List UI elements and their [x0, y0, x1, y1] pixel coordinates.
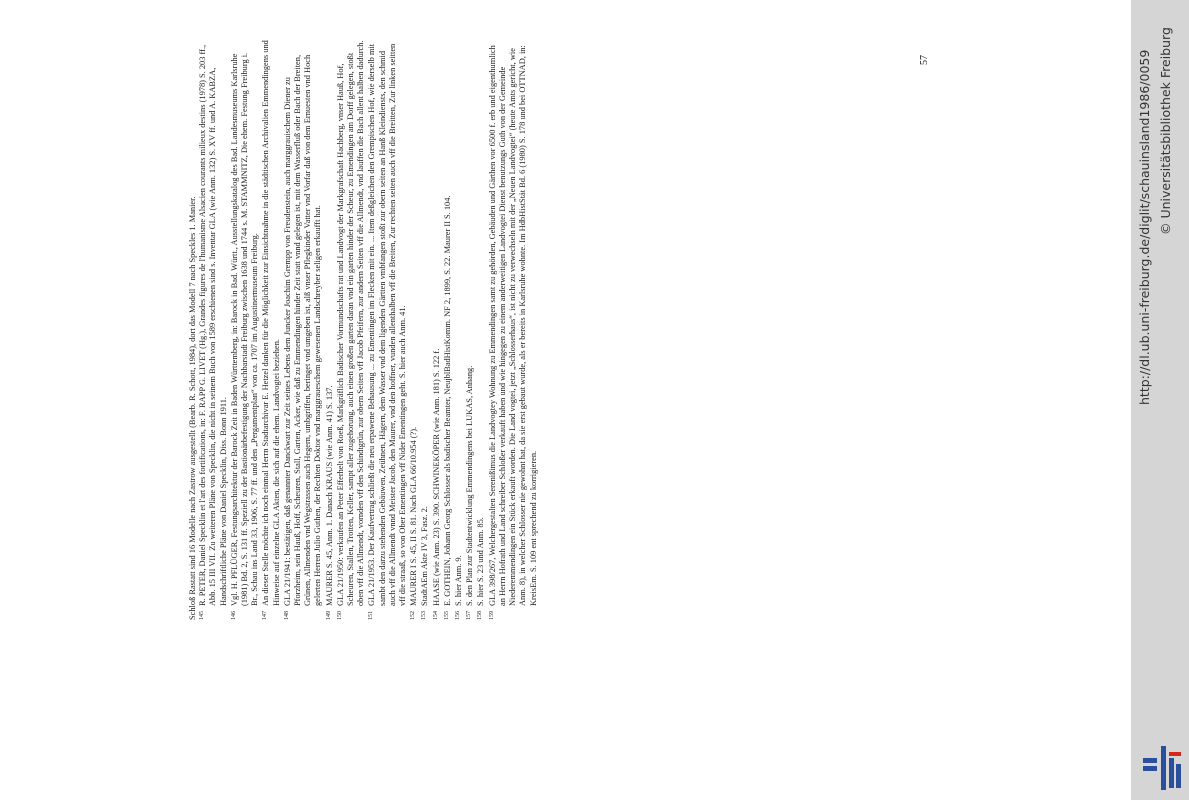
footnotes-list [198, 40, 539, 620]
footnote-text: S. hier Anm. 9. [454, 555, 464, 606]
footnote-154 [432, 40, 442, 620]
footnote-text: E. GOTHEIN, Johann Georg Schlosser als badischer Beamter, NeujblBadHistKomm. NF 2, 1899, S. 22. Maurer II S. 104. [442, 195, 452, 606]
footnote-number: 145 [199, 611, 206, 620]
footnote-number: 159 [488, 611, 495, 620]
footnote-number: 156 [455, 611, 462, 620]
sidebar-copyright: © Universitätsbibliothek Freiburg [1158, 27, 1173, 235]
footnote-150 [336, 40, 367, 620]
footnote-text: GLA 21/1941: bestätigen, daß genannter Danckwart zur Zeit seines Lebens dem Juncker Joachim Grempp von Freudenstein, auch marggrauischem Diener zu Pforzheim, sein Hauß, Hoff, Scheuren, Stall, Garten, Acker, wie daß zu Emmendingen hinder Zeit statt vnnd gelegen ist, mit dem Wasserfluß oder Bach der Breiten, Grünen, Allmenden vnd Wegstrassen auch Hegern, umbgriffen, beringet vnd umgeben ist, alß vnser Pflegkinder Vatter vnd Vorfar daß von dem Ernuesten vnd Hoch gelerten Herren Julio Guthen, der Rechten Doktor vnd marggraueschem gewesenen Landschreyber seligen erkaufft hat. [282, 54, 323, 606]
footnote-155 [443, 40, 453, 620]
footnote-145 [198, 40, 229, 620]
footnote-157 [465, 40, 475, 620]
footnote-number: 147 [262, 611, 269, 620]
footnote-number: 146 [230, 611, 237, 620]
library-logo-icon [1141, 744, 1185, 792]
footnote-146 [230, 40, 261, 620]
page-number: 57 [919, 55, 930, 65]
footnote-text: Vgl. H. PFLÜGER, Festungsarchitektur der Barock Zeit in Baden Württemberg, in: Barock in Bad. Württ., Ausstellungskatalog des Bad. Landesmuseums Karlsruhe (1981) Bd. 2, S. 131 ff. Speziell zu der Bastionärbefestigung der Nachbarstadt Freiburg zwischen 1638 und 1744 s. M. STAMMNITZ, Die ehem. Festung Freiburg i. Br., Schau ins Land 33, 1906, S. 77 ff. und den „Pergamentplan“ von ca. 1707 im Augustinermuseum Freiburg. [229, 52, 260, 606]
footnote-number: 154 [432, 611, 439, 620]
footnote-152 [409, 40, 419, 620]
footnote-159 [488, 40, 539, 620]
footnote-number: 148 [283, 611, 290, 620]
footnote-text: MAURER S. 45, Anm. 1. Danach KRAUS (wie Anm. 41) S. 137. [324, 385, 334, 606]
footnote-text: An dieser Stelle möchte ich noch einmal Herrn Stadtarchivar E. Hetzel danken für die Möglichkeit zur Einsichtnahme in die städtischen Archivalien Emmendingens und Hinweise auf einzelne GLA Akten, die sich auf die ehem. Landvogtei beziehen. [261, 40, 281, 606]
footnote-text: MAURER I S. 45, II S. 81. Nach GLA 66/10.954 (?). [409, 426, 419, 606]
footnote-158 [476, 40, 486, 620]
footnote-text: GLA 398/267, Welchergestalten Serenißimus die Landvogtey Wohnung zu Emmendingen samt zu gehörden, Gebäuden und Gärthen vor 6500 f. erb und eigenthumlich an Herrn Hofrath und Land schreiber Schloßer verkauft haben und wie hingegen zu einem anderweitigen Landvogtei Dienst benutzungs Guth von der Gemeinde Niederemmendingen ein Stück erkauft worden. Die Land vogtei, jetzt „Schlosserhaus“, ist nicht zu verwechseln mit der „Neuen Landvogtei“ (heute Amts gericht, wie Anm. 8), in welcher Schlosser nie gewohnt hat, da sie erst gebaut wurde, als er bereits in Karlsruhe wohnte. Im HdbHistStät Bd. 6 (1980) S. 178 und bei OTTNAD, in: KreisEm. S. 109 ent sprechend zu korrigieren. [487, 45, 538, 606]
footnote-148 [283, 40, 324, 620]
sidebar [1131, 0, 1189, 800]
footnote-number: 150 [336, 611, 343, 620]
footnote-153 [420, 40, 430, 620]
footnote-text: S. hier S. 23 und Anm. 85. [476, 517, 486, 606]
footnote-text: GLA 21/1953. Der Kaufvertrag schließt die neu erpawene Behausung ... zu Ementingen im Flecken mit ein. ... Item deßgleichen den Grempischen Hof, wie derselb mit sambt den darzu stehenden Gebäuwen, Zeühnen, Hägern, dem Wasser vnd dem ligenden Gärtten vmbfangen stoßt zur obern seiten an Hanß Kleindiensts, den schmid auch vff die Allmendt vnnd Meister Jacob, den Maurer, vnd den hoffner, vunden allenthalben vff die Breiten, Zur rechten seiten auch vff die Breitten, Zur linken seitten vff die straaß, so von Ober Ementingen vff Nider Ementingen geht. S. hier auch Anm. 41. [367, 43, 408, 606]
footnote-number: 149 [325, 611, 332, 620]
rotated-text-block [188, 40, 968, 620]
footnote-text: HAASE (wie Anm. 23) S. 390. SCHWINEKÖPER (wie Anm. 181) S. 122 f. [431, 348, 441, 606]
sidebar-url-link[interactable]: http://dl.ub.uni-freiburg.de/diglit/schauinsland1986/0059 [1137, 49, 1152, 405]
sidebar-text [1131, 0, 1189, 800]
footnote-text: R. PETER, Daniel Specklin et l'art des fortifications, in: F. RAPP G. LIVET (Hg.), Grandes figures de l'humanisme Alsacien courants milieux destins (1978) S. 203 ff., Abb. 15 III VII. Zu weiteren Pläne von Specklin, die nicht in seinem Buch von 1589 erschienen sind s. Inventar GLA (wie Anm. 132) S. XV ff. und A. KABZA, Handschriftliche Pläne von Daniel Specklin, Diss. Bonn 1911. [198, 44, 228, 606]
footnote-156 [454, 40, 464, 620]
intro-paragraph: Schloß Rastatt sind 16 Modelle nach Zastrow ausgestellt (Bearb. R. Schott, 1984), dort das Modell 7 nach Speckles 1. Manier. [188, 196, 197, 620]
footnote-text: S. den Plan zur Stadtentwicklung Emmendingens bei LUKAS, Anhang. [465, 365, 475, 606]
footnote-text: StadtAEm Akte IV 3, Fasz. 2. [420, 506, 430, 606]
footnote-147 [261, 40, 281, 620]
footnote-number: 151 [368, 611, 375, 620]
footnote-number: 158 [477, 611, 484, 620]
footnote-number: 153 [421, 611, 428, 620]
footnote-number: 152 [410, 611, 417, 620]
footnote-149 [325, 40, 335, 620]
footnote-text: GLA 21/1950: verkaufen an Peter Efferhelt von Roeß, Markgräflich Badischer Vormundschafts rat und Landvogt der Markgrafschaft Hachberg, vnser Hauß, Hof, Scheuren, Stallen, Trotten, Keller, sampt aller zugehorung, auch einen großen garten daran vnd ein garten hinder der Scheur, zu Emendingen am Dorff gelegen, stoßt oben vff die Allmendt, vornden vff den Schindtgrün, zur obern Seiten vff Jacob Pfeifern, zur andern Seiten vff die Allmendt, vnd lauffen die Bach allent halben dadurch. [335, 40, 366, 606]
footnote-number: 155 [443, 611, 450, 620]
footnote-number: 157 [466, 611, 473, 620]
footnote-151 [367, 40, 408, 620]
